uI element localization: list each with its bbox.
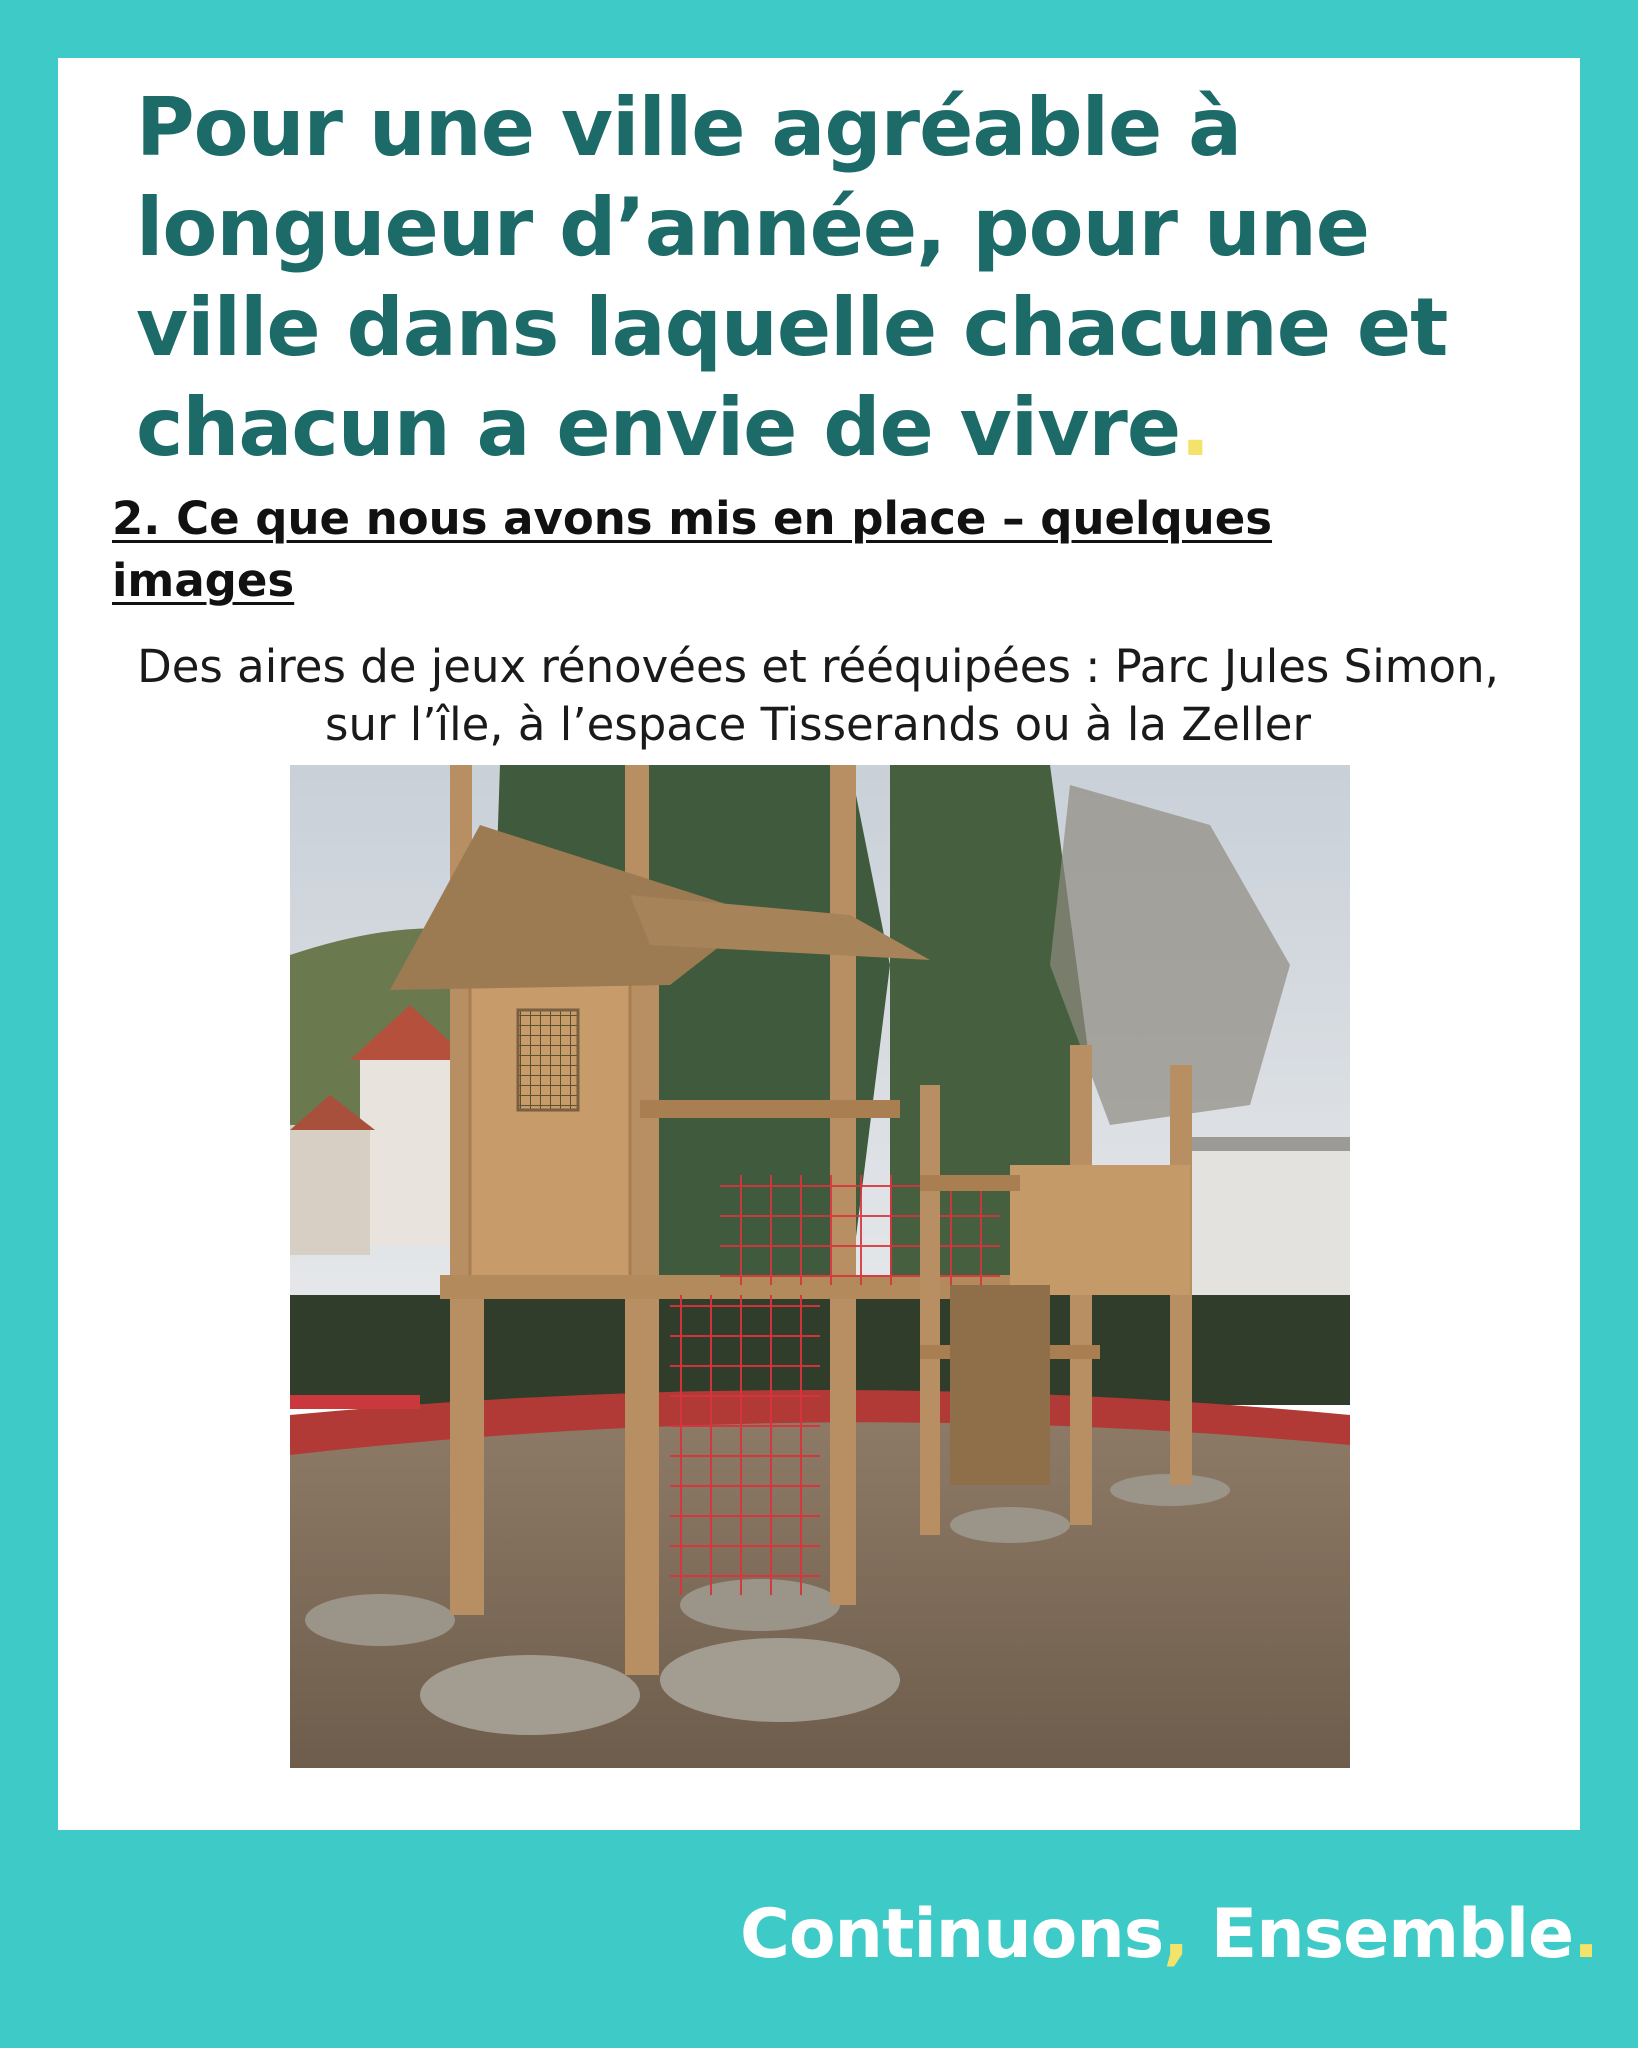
brand-slogan bbox=[740, 1895, 1598, 1975]
rope-net-bridge bbox=[720, 1175, 1000, 1285]
house-left bbox=[360, 1055, 460, 1245]
brand-word-1: Continuons bbox=[739, 1895, 1164, 1974]
content-card bbox=[58, 58, 1580, 1830]
headline-dot: . bbox=[1180, 381, 1210, 474]
playhouse-window bbox=[518, 1010, 578, 1110]
rope-net-ladder bbox=[670, 1295, 820, 1595]
brand-comma: , bbox=[1163, 1895, 1189, 1974]
headline bbox=[136, 78, 1556, 478]
headline-text: Pour une ville agréable à longueur d’année, pour une ville dans laquelle chacune et chacun a envie de vivre bbox=[136, 81, 1448, 474]
section-heading: 2. Ce que nous avons mis en place – quelques images bbox=[112, 492, 1273, 607]
brand-dot: . bbox=[1573, 1895, 1598, 1974]
red-bench bbox=[290, 1395, 420, 1409]
brand-word-2: Ensemble bbox=[1188, 1895, 1574, 1974]
school-building bbox=[1190, 1145, 1350, 1295]
playground-photo bbox=[290, 765, 1350, 1768]
photo-caption: Des aires de jeux rénovées et rééquipées : Parc Jules Simon, sur l’île, à l’espace Tisserands ou à la Zeller bbox=[137, 640, 1499, 751]
